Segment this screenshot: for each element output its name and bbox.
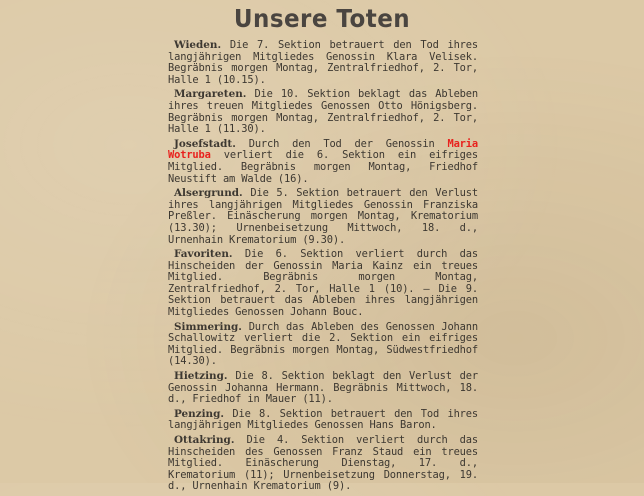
- headline: Unsere Toten: [233, 4, 411, 33]
- entry-favoriten: [168, 249, 478, 319]
- entry-text: verliert die 6. Sektion ein eifriges Mitglied. Begräbnis morgen Montag, Friedhof Neustift am Walde (16).: [168, 149, 478, 185]
- district-name: Margareten.: [174, 88, 247, 101]
- entry-simmering: [168, 322, 478, 368]
- entry-penzing: [168, 409, 478, 432]
- district-name: Favoriten.: [174, 248, 233, 261]
- entry-text: Die 4. Sektion verliert durch das Hinscheiden des Genossen Franz Staud ein treues Mitglied. Einäscherung Dienstag, 17. d., Krematorium (11); Urnenbeisetzung Donnerstag, 19. d., Urnenhain Krematorium (9).: [168, 434, 478, 493]
- highlighted-name: Maria Wotruba: [168, 137, 478, 162]
- entry-text: Die 10. Sektion beklagt das Ableben ihres treuen Mitgliedes Genossen Otto Hönigsberg. Begräbnis morgen Montag, Zentralfriedhof, 2. Tor, Halle 1 (11.30).: [168, 88, 478, 136]
- district-name: Josefstadt.: [174, 137, 236, 150]
- entry-text: Die 8. Sektion beklagt den Verlust der Genossin Johanna Hermann. Begräbnis Mittwoch, 18. d., Friedhof in Mauer (11).: [168, 370, 478, 406]
- district-name: Simmering.: [174, 320, 242, 333]
- obituary-column: [168, 40, 478, 496]
- district-name: Wieden.: [174, 39, 222, 51]
- entry-text: Die 7. Sektion betrauert den Tod ihres langjährigen Mitgliedes Genossin Klara Velisek. Begräbnis morgen Montag, Zentralfriedhof, 2. Tor, Halle 1 (10.15).: [168, 39, 478, 86]
- entry-text: Die 8. Sektion betrauert den Tod ihres langjährigen Mitgliedes Genossen Hans Baron.: [168, 407, 478, 432]
- district-name: Alsergrund.: [174, 187, 243, 200]
- district-name: Penzing.: [174, 407, 224, 420]
- entry-ottakring: [168, 435, 478, 493]
- entry-wieden: [168, 40, 478, 86]
- entry-margareten: [168, 89, 478, 135]
- entry-text: Durch den Tod der Genossin: [235, 137, 448, 150]
- district-name: Ottakring.: [174, 434, 235, 446]
- district-name: Hietzing.: [174, 370, 228, 383]
- entry-text: Die 5. Sektion betrauert den Verlust ihres langjährigen Mitgliedes Genossin Franziska Preßler. Einäscherung morgen Montag, Krematorium (13.30); Urnenbeisetzung Mittwoch, 18. d., Urnenhain Krematorium (9.30).: [168, 187, 478, 246]
- entry-josefstadt: [168, 139, 478, 185]
- entry-text: Durch das Ableben des Genossen Johann Schallowitz verliert die 2. Sektion ein eifriges Mitglied. Begräbnis morgen Montag, Südwestfriedhof (14.30).: [168, 320, 478, 368]
- entry-text: Die 6. Sektion verliert durch das Hinscheiden der Genossin Maria Kainz ein treues Mitglied. Begräbnis morgen Montag, Zentralfriedhof, 2. Tor, Halle 1 (10). — Die 9. Sektion betrauert das Ableben ihres langjährigen Mitgliedes Genossen Johann Bouc.: [168, 248, 478, 319]
- entry-alsergrund: [168, 188, 478, 246]
- entry-hietzing: [168, 371, 478, 406]
